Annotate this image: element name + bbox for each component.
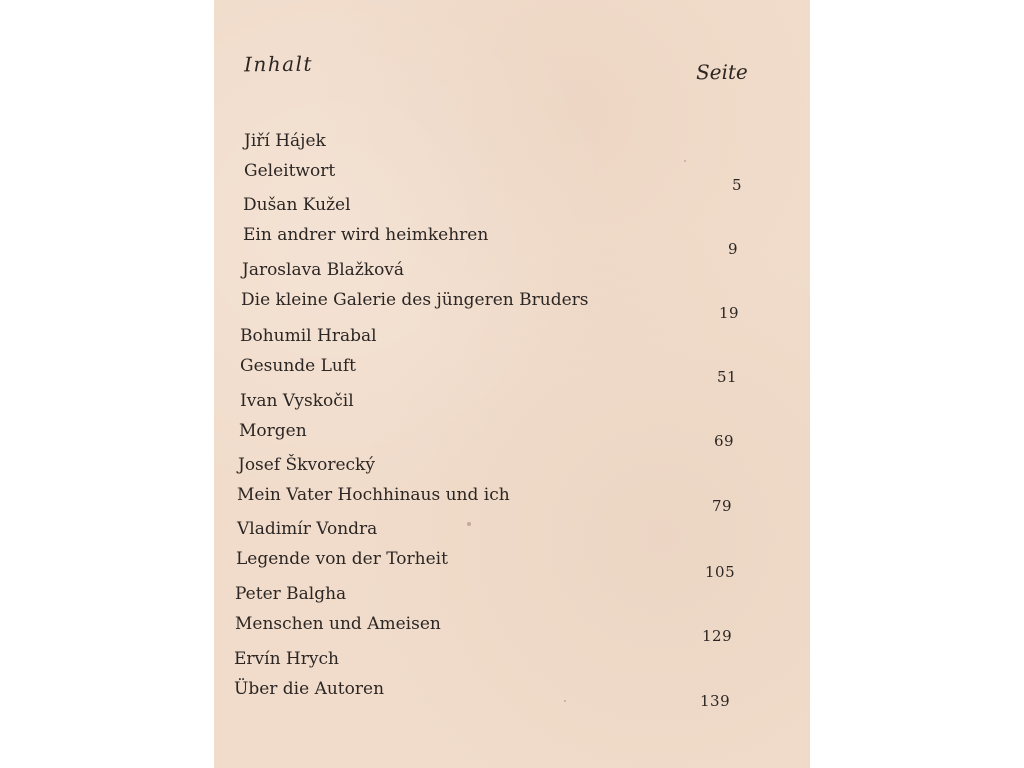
paper-speck xyxy=(467,522,471,526)
entry-page-number: 129 xyxy=(702,627,733,645)
entry-page-number: 139 xyxy=(700,692,731,710)
entry-title: Menschen und Ameisen xyxy=(235,614,441,634)
toc-entry xyxy=(214,649,810,713)
entry-author: Vladimír Vondra xyxy=(237,519,378,539)
entry-author: Jiří Hájek xyxy=(244,131,326,151)
paper-speck xyxy=(564,700,566,702)
paper-speck xyxy=(334,460,336,462)
entry-page-number: 9 xyxy=(728,240,739,258)
toc-entry xyxy=(214,260,810,324)
entry-title: Die kleine Galerie des jüngeren Bruders xyxy=(241,290,589,310)
entry-author: Bohumil Hrabal xyxy=(240,326,377,346)
entry-page-number: 19 xyxy=(719,304,740,322)
toc-entry xyxy=(214,584,810,648)
entry-title: Mein Vater Hochhinaus und ich xyxy=(237,485,510,505)
entry-author: Peter Balgha xyxy=(235,584,347,604)
toc-entry xyxy=(214,195,810,259)
entry-author: Jaroslava Blažková xyxy=(242,260,405,280)
book-page xyxy=(214,0,810,768)
paper-speck xyxy=(684,160,686,162)
entry-page-number: 69 xyxy=(714,432,735,450)
entry-page-number: 79 xyxy=(712,497,733,515)
toc-entry xyxy=(214,391,810,455)
entry-page-number: 105 xyxy=(705,563,736,581)
page-column-heading: Seite xyxy=(695,59,748,85)
entry-title: Gesunde Luft xyxy=(240,356,356,376)
entry-author: Ivan Vyskočil xyxy=(240,391,354,411)
entry-author: Ervín Hrych xyxy=(234,649,339,669)
table-of-contents xyxy=(214,0,810,768)
entry-title: Ein andrer wird heimkehren xyxy=(243,225,489,245)
entry-page-number: 51 xyxy=(717,368,738,386)
entry-title: Geleitwort xyxy=(244,161,336,181)
toc-entry xyxy=(214,326,810,390)
entry-title: Legende von der Torheit xyxy=(236,549,448,569)
toc-entry xyxy=(214,519,810,583)
toc-entry xyxy=(214,455,810,519)
entry-page-number: 5 xyxy=(732,176,743,194)
toc-entry xyxy=(214,131,810,195)
contents-heading: Inhalt xyxy=(243,51,314,77)
entry-author: Dušan Kužel xyxy=(243,195,351,215)
entry-title: Über die Autoren xyxy=(234,679,385,699)
entry-title: Morgen xyxy=(239,421,307,441)
entry-author: Josef Škvorecký xyxy=(238,455,375,475)
